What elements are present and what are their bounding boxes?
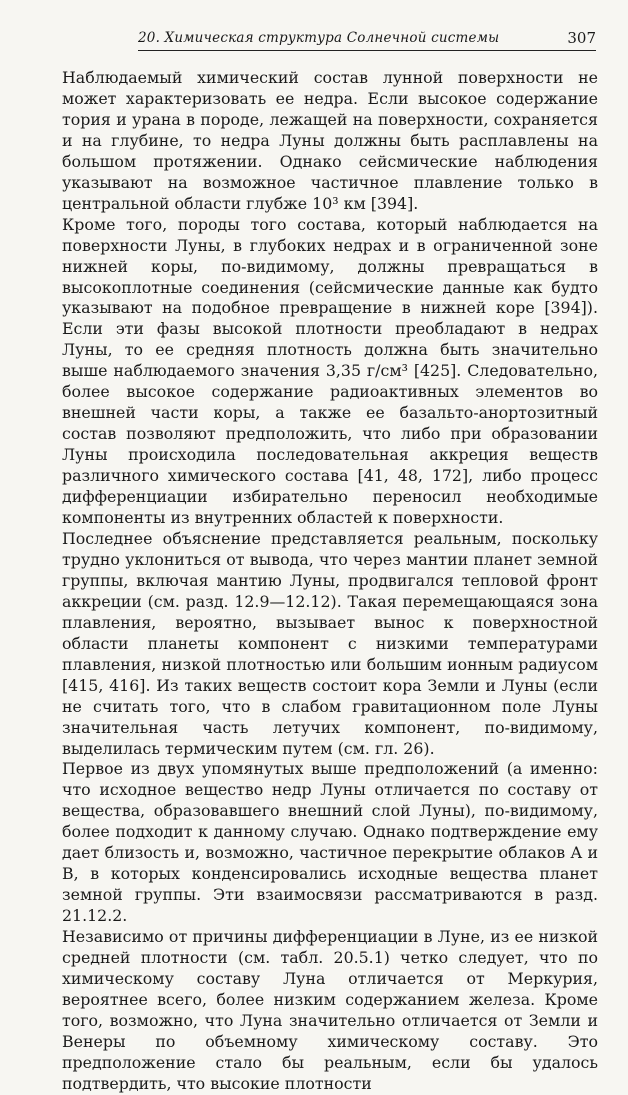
paragraph-1: Наблюдаемый химический состав лунной поверхности не может характеризовать ее недра. Если высокое содержание тория и урана в породе, лежащей на поверхности, сохраняется и на глубине, то недра Луны должны быть расплавлены на большом протяжении. Однако сейсмические наблюдения указывают на возможное частичное плавление только в центральной области глубже 10³ км [394].	[62, 68, 598, 213]
running-title: 20. Химическая структура Солнечной системы	[138, 30, 500, 46]
page-body	[62, 68, 598, 1095]
paragraph-5: Независимо от причины дифференциации в Луне, из ее низкой средней плотности (см. табл. 20.5.1) четко следует, что по химическому составу Луна отличается от Меркурия, вероятнее всего, более низким содержанием железа. Кроме того, возможно, что Луна значительно отличается от Земли и Венеры по объемному химическому составу. Это предположение стало бы реальным, если бы удалось подтвердить, что высокие плотности	[62, 927, 598, 1093]
paragraph-4: Первое из двух упомянутых выше предположений (а именно: что исходное вещество недр Луны отличается по составу от вещества, образовавшего внешний слой Луны), по-видимому, более подходит к данному случаю. Однако подтверждение ему дает близость и, возможно, частичное перекрытие облаков A и B, в которых конденсировались исходные вещества планет земной группы. Эти взаимосвязи рассматриваются в разд. 21.12.2.	[62, 759, 598, 926]
running-header	[138, 28, 596, 51]
paragraph-3: Последнее объяснение представляется реальным, поскольку трудно уклониться от вывода, что через мантии планет земной группы, включая мантию Луны, продвигался тепловой фронт аккреции (см. разд. 12.9—12.12). Такая перемещающаяся зона плавления, вероятно, вызывает вынос к поверхностной области планеты компонент с низкими температурами плавления, низкой плотностью или большим ионным радиусом [415, 416]. Из таких веществ состоит кора Земли и Луны (если не считать того, что в слабом гравитационном поле Луны значительная часть летучих компонент, по-видимому, выделилась термическим путем (см. гл. 26).	[62, 528, 598, 758]
page-number: 307	[567, 29, 596, 47]
paragraph-2: Кроме того, породы того состава, который наблюдается на поверхности Луны, в глубоких недрах и в ограниченной зоне нижней коры, по-видимому, должны превращаться в высокоплотные соединения (сейсмические данные как будто указывают на подобное превращение в нижней коре [394]). Если эти фазы высокой плотности преобладают в недрах Луны, то ее средняя плотность должна быть значительно выше наблюдаемого значения 3,35 г/см³ [425]. Следовательно, более высокое содержание радиоактивных элементов во внешней части коры, а также ее базальто-анортозитный состав позволяют предположить, что либо при образовании Луны происходила последовательная аккреция веществ различного химического состава [41, 48, 172], либо процесс дифференциации избирательно переносил необходимые компоненты из внутренних областей к поверхности.	[62, 214, 598, 528]
